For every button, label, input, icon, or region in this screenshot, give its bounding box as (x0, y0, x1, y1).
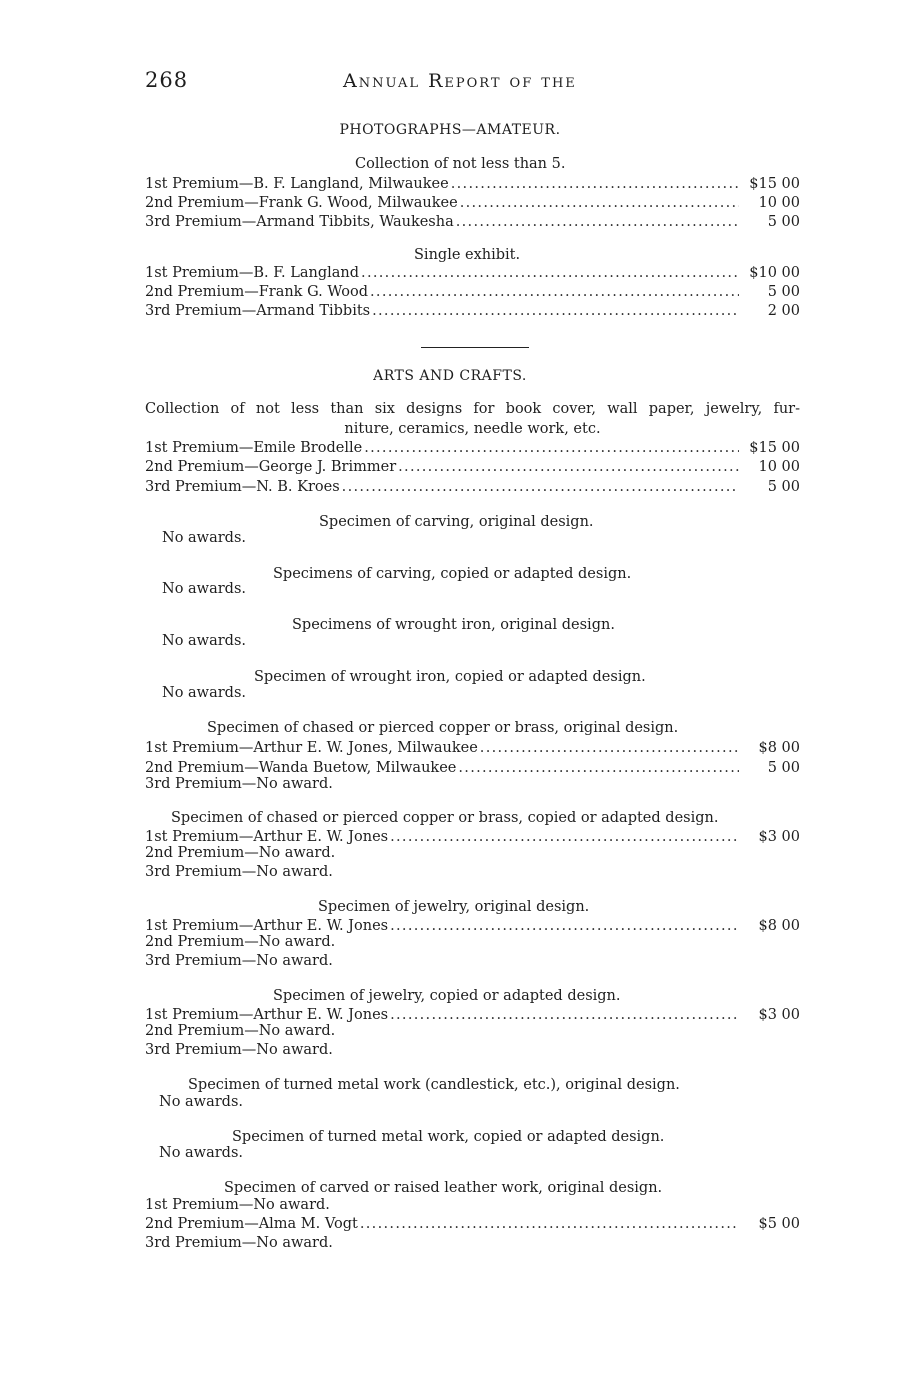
no-award-line: 2nd Premium—No award. (145, 1023, 336, 1039)
category-heading: Specimens of wrought iron, original design. (292, 617, 615, 633)
award-row (145, 214, 800, 233)
no-award-line: 1st Premium—No award. (145, 1197, 330, 1213)
no-award-line: 2nd Premium—No award. (145, 845, 336, 861)
page-number: 268 (145, 68, 189, 92)
category-heading: Specimen of chased or pierced copper or brass, copied or adapted design. (171, 810, 719, 826)
award-row (145, 479, 800, 498)
no-award-line: 3rd Premium—No award. (145, 1042, 333, 1058)
award-label: 2nd Premium—Frank G. Wood, Milwaukee (145, 195, 458, 211)
award-amount: $10 00 (749, 265, 800, 281)
leader-dots (451, 176, 739, 192)
category-heading: Specimen of carved or raised leather work, original design. (224, 1180, 663, 1196)
award-row (145, 1216, 800, 1235)
no-award-line: 3rd Premium—No award. (145, 1235, 333, 1251)
award-row (145, 459, 800, 478)
leader-dots (372, 303, 739, 319)
page-header (0, 68, 900, 98)
intro-line: Collection of not less than six designs for book cover, wall paper, jewelry, fur- (145, 401, 800, 417)
no-awards-note: No awards. (159, 1094, 243, 1110)
subheading-collection: Collection of not less than 5. (355, 156, 566, 172)
award-amount: $15 00 (749, 176, 800, 192)
leader-dots (364, 440, 739, 456)
intro-line: niture, ceramics, needle work, etc. (344, 421, 601, 437)
no-awards-note: No awards. (159, 1145, 243, 1161)
no-award-line: 2nd Premium—No award. (145, 934, 336, 950)
award-amount: 2 00 (767, 303, 800, 319)
award-amount: 5 00 (767, 479, 800, 495)
award-amount: $15 00 (749, 440, 800, 456)
section-divider (421, 347, 529, 348)
award-label: 3rd Premium—N. B. Kroes (145, 479, 340, 495)
award-amount: 5 00 (767, 760, 800, 776)
leader-dots (342, 479, 739, 495)
award-label: 2nd Premium—Frank G. Wood (145, 284, 369, 300)
category-heading: Specimen of carving, original design. (319, 514, 594, 530)
award-amount: $8 00 (758, 740, 800, 756)
section-title-photographs: PHOTOGRAPHS—AMATEUR. (339, 122, 561, 138)
leader-dots (460, 195, 739, 211)
no-award-line: 3rd Premium—No award. (145, 953, 333, 969)
no-awards-note: No awards. (162, 530, 246, 546)
award-label: 1st Premium—Arthur E. W. Jones, Milwaukee (145, 740, 478, 756)
award-label: 1st Premium—Arthur E. W. Jones (145, 1007, 389, 1023)
category-heading: Specimen of jewelry, original design. (318, 899, 590, 915)
leader-dots (390, 1007, 739, 1023)
award-amount: 5 00 (767, 214, 800, 230)
no-award-line: 3rd Premium—No award. (145, 864, 333, 880)
arts-intro-paragraph (145, 399, 800, 439)
section-title-arts-and-crafts: ARTS AND CRAFTS. (373, 368, 527, 384)
leader-dots (456, 214, 739, 230)
subheading-single: Single exhibit. (414, 247, 521, 263)
category-heading: Specimen of wrought iron, copied or adapted design. (254, 669, 646, 685)
leader-dots (360, 1216, 739, 1232)
award-label: 1st Premium—B. F. Langland (145, 265, 360, 281)
award-row (145, 265, 800, 284)
award-row (145, 195, 800, 214)
no-awards-note: No awards. (162, 633, 246, 649)
award-label: 2nd Premium—Alma M. Vogt (145, 1216, 358, 1232)
award-label: 1st Premium—Emile Brodelle (145, 440, 363, 456)
award-label: 3rd Premium—Armand Tibbits (145, 303, 371, 319)
award-label: 1st Premium—Arthur E. W. Jones (145, 829, 389, 845)
award-label: 3rd Premium—Armand Tibbits, Waukesha (145, 214, 454, 230)
leader-dots (390, 918, 739, 934)
award-label: 2nd Premium—George J. Brimmer (145, 459, 397, 475)
leader-dots (370, 284, 739, 300)
leader-dots (480, 740, 739, 756)
category-heading: Specimen of jewelry, copied or adapted design. (273, 988, 621, 1004)
award-row (145, 440, 800, 459)
award-row (145, 284, 800, 303)
category-heading: Specimen of turned metal work (candlestick, etc.), original design. (188, 1077, 680, 1093)
category-heading: Specimens of carving, copied or adapted design. (273, 566, 632, 582)
leader-dots (398, 459, 739, 475)
leader-dots (458, 760, 739, 776)
category-heading: Specimen of turned metal work, copied or adapted design. (232, 1129, 665, 1145)
award-amount: 5 00 (767, 284, 800, 300)
award-amount: 10 00 (758, 195, 800, 211)
award-row (145, 740, 800, 759)
leader-dots (390, 829, 739, 845)
award-amount: $3 00 (758, 1007, 800, 1023)
no-awards-note: No awards. (162, 685, 246, 701)
award-amount: $8 00 (758, 918, 800, 934)
running-head: Annual Report of the (343, 70, 577, 92)
no-award-line: 3rd Premium—No award. (145, 776, 333, 792)
award-label: 1st Premium—B. F. Langland, Milwaukee (145, 176, 449, 192)
award-row (145, 176, 800, 195)
award-label: 1st Premium—Arthur E. W. Jones (145, 918, 389, 934)
award-amount: $3 00 (758, 829, 800, 845)
award-amount: $5 00 (758, 1216, 800, 1232)
no-awards-note: No awards. (162, 581, 246, 597)
award-row (145, 303, 800, 322)
award-amount: 10 00 (758, 459, 800, 475)
award-label: 2nd Premium—Wanda Buetow, Milwaukee (145, 760, 457, 776)
leader-dots (361, 265, 739, 281)
category-heading: Specimen of chased or pierced copper or brass, original design. (207, 720, 679, 736)
